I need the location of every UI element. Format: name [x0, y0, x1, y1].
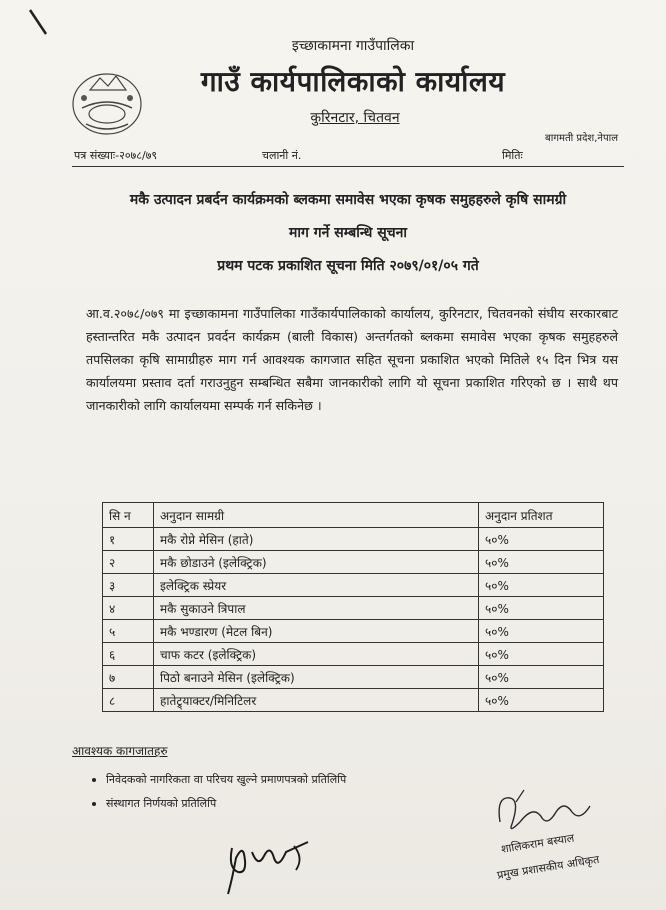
office-location: कुरिनटार, चितवन [310, 110, 400, 126]
letter-meta [74, 148, 622, 164]
row-item: पिठो बनाउने मेसिन (इलेक्ट्रिक) [154, 666, 479, 689]
row-serial: ६ [103, 643, 154, 666]
letter-date: मितिः [502, 149, 523, 162]
requirement-text: निवेदकको नागरिकता वा परिचय खुल्ने प्रमाणपत्रको प्रतिलिपि [106, 773, 347, 786]
row-serial: १ [103, 528, 154, 551]
row-percent: ५०% [479, 620, 604, 643]
header-serial: सि न [103, 503, 154, 528]
row-item: मकै रोप्ने मेसिन (हाते) [154, 528, 479, 551]
row-item: चाफ कटर (इलेक्ट्रिक) [154, 643, 479, 666]
row-serial: ५ [103, 620, 154, 643]
row-item: मकै छोडाउने (इलेक्ट्रिक) [154, 551, 479, 574]
row-item: इलेक्ट्रिक स्प्रेयर [154, 574, 479, 597]
row-percent: ५०% [479, 643, 604, 666]
letter-number: पत्र संख्याः-२०७८/७९ [74, 149, 158, 162]
bullet-icon [92, 778, 96, 782]
province-label: बागमती प्रदेश,नेपाल [545, 133, 618, 144]
pen-mark [28, 8, 52, 38]
row-serial: ८ [103, 689, 154, 712]
notice-title-line2: माग गर्ने सम्बन्धि सूचना [288, 225, 408, 241]
bullet-icon [92, 802, 96, 806]
requirement-text: संस्थागत निर्णयको प्रतिलिपि [106, 797, 217, 810]
municipality-name: इच्छाकामना गाउँपालिका [291, 38, 415, 54]
requirements-heading: आवश्यक कागजातहरु [72, 744, 168, 758]
row-item: मकै भण्डारण (मेटल बिन) [154, 620, 479, 643]
row-serial: ३ [103, 574, 154, 597]
row-percent: ५०% [479, 689, 604, 712]
row-item: हातेट्र्याक्टर/मिनिटिलर [154, 689, 479, 712]
table-row [103, 689, 604, 712]
table-row [103, 597, 604, 620]
handwritten-initials [218, 828, 328, 898]
row-serial: ७ [103, 666, 154, 689]
office-name: गाउँ कार्यपालिकाको कार्यालय [200, 65, 506, 98]
row-percent: ५०% [479, 666, 604, 689]
header-percent: अनुदान प्रतिशत [479, 503, 604, 528]
table-row [103, 620, 604, 643]
header-item: अनुदान सामग्री [154, 503, 479, 528]
row-percent: ५०% [479, 574, 604, 597]
officer-signature [490, 782, 600, 842]
header-divider [72, 166, 624, 167]
row-percent: ५०% [479, 551, 604, 574]
notice-subtitle: प्रथम पटक प्रकाशित सूचना मिति २०७९/०१/०५ गते [217, 258, 479, 274]
signatory-title: प्रमुख प्रशासकीय अधिकृत [496, 852, 601, 882]
list-item [92, 796, 346, 811]
table-header-row [103, 503, 604, 528]
notice-title-line1: मकै उत्पादन प्रबर्दन कार्यक्रमको ब्लकमा समावेस भएका कृषक समुहहरुले कृषि सामग्री [129, 192, 567, 208]
row-percent: ५०% [479, 528, 604, 551]
row-serial: ४ [103, 597, 154, 620]
notice-body: आ.व.२०७८/०७९ मा इच्छाकामना गाउँपालिका गाउँकार्यपालिकाको कार्यालय, कुरिनटार, चितवनको संघीय सरकारबाट हस्तान्तरित मकै उत्पादन प्रवर्दन कार्यक्रम (बाली विकास) अन्तर्गतको ब्लकमा समावेस भएका कृषक समुहहरुले तपसिलका कृषि सामाग्रीहरु माग गर्न आवश्यक कागजात सहित सूचना प्रकाशित भएको मितिले १५ दिन भित्र यस कार्यालयमा प्रस्ताव दर्ता गराउनुहुन सम्बन्धित सबैमा जानकारीको लागि यो सूचना प्रकाशित गरिएको छ । साथै थप जानकारीको लागि कार्यालयमा सम्पर्क गर्न सकिनेछ । [86, 306, 618, 413]
row-serial: २ [103, 551, 154, 574]
table-row [103, 528, 604, 551]
table-row [103, 666, 604, 689]
table-row [103, 551, 604, 574]
requirements-list [92, 772, 346, 820]
dispatch-number: चलानी नं. [262, 149, 302, 162]
row-percent: ५०% [479, 597, 604, 620]
table-row [103, 643, 604, 666]
list-item [92, 772, 346, 787]
table-row [103, 574, 604, 597]
row-item: मकै सुकाउने त्रिपाल [154, 597, 479, 620]
signatory-name: शालिकराम बस्याल [500, 831, 576, 856]
grant-items-table [102, 502, 604, 712]
